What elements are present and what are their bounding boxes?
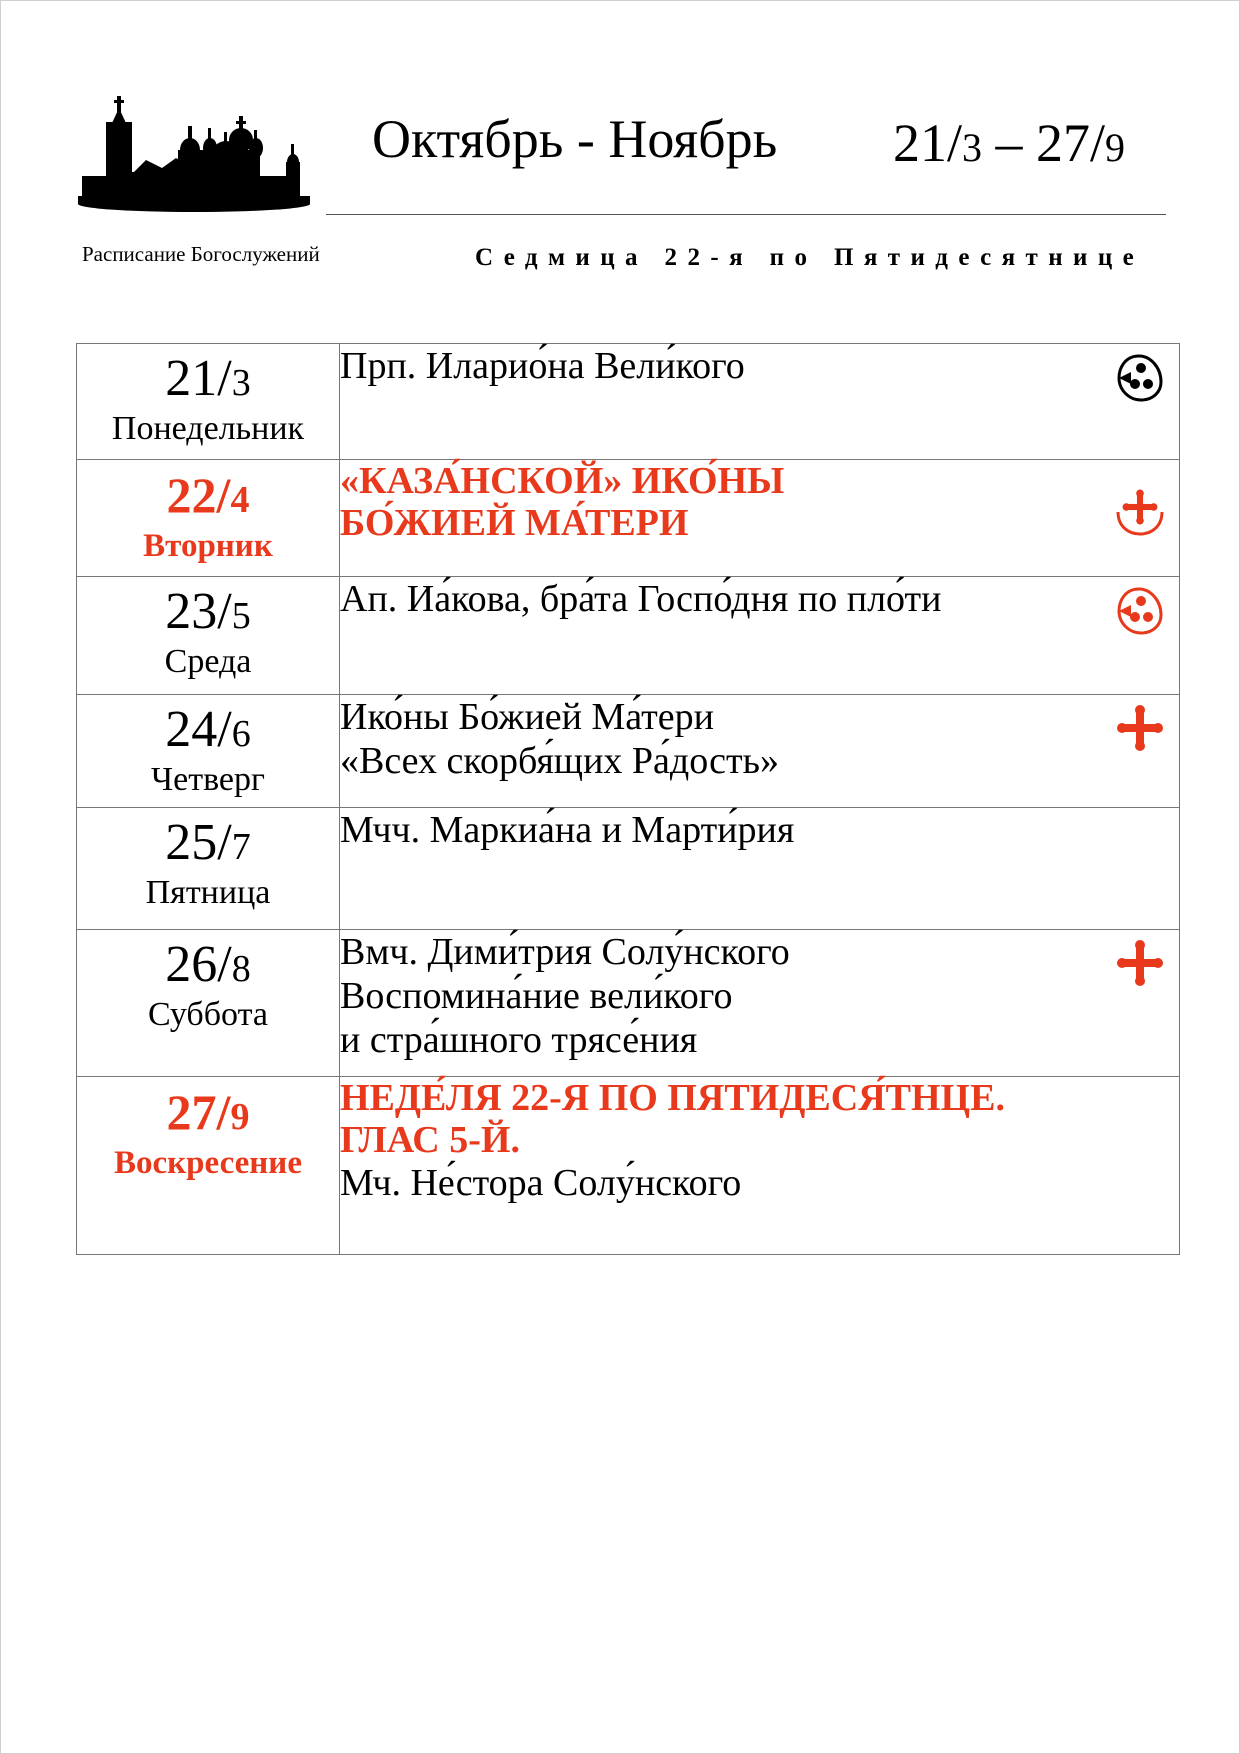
week-subtitle: Седмица 22-я по Пятидесятнице — [475, 244, 1145, 271]
vigil-cross-icon — [1115, 938, 1165, 990]
date-label — [77, 352, 339, 410]
date-label — [77, 585, 339, 643]
header-divider — [326, 214, 1166, 215]
date-day: 21/ — [165, 350, 232, 407]
commemoration-line: Мч. Не́стора Солу́нского — [340, 1162, 742, 1204]
commemoration-line: Ико́ны Бо́жией Ма́тери — [340, 696, 714, 738]
feast-cell — [340, 577, 1180, 695]
date-new-style: 7 — [231, 826, 251, 868]
day-cell — [77, 695, 340, 808]
weekday-label: Суббота — [148, 996, 268, 1033]
schedule-row — [77, 808, 1180, 930]
date-day: 27/ — [166, 1084, 231, 1140]
weekday-label: Воскресение — [114, 1145, 302, 1181]
schedule-row — [77, 1077, 1180, 1255]
commemoration-line: «Всех скорбя́щих Ра́дость» — [340, 740, 779, 782]
date-new-style: 9 — [230, 1096, 250, 1138]
day-cell — [77, 808, 340, 930]
date-day: 25/ — [165, 814, 232, 871]
date-new-style: 6 — [231, 713, 251, 755]
schedule-row — [77, 460, 1180, 577]
feast-title-line: БО́ЖИЕЙ МА́ТЕРИ — [340, 502, 689, 544]
commemoration-line: Прп. Иларио́на Вели́кого — [340, 345, 745, 387]
weekday-label: Вторник — [143, 528, 273, 564]
weekday-label: Понедельник — [111, 410, 305, 447]
day-cell — [77, 930, 340, 1077]
feast-title-line: НЕДЕ́ЛЯ 22-Я ПО ПЯТИДЕСЯ́ТНЦЕ. — [340, 1077, 1005, 1119]
page-title: Октябрь - Ноябрь — [372, 109, 778, 169]
day-cell — [77, 344, 340, 460]
feast-cell — [340, 344, 1180, 460]
schedule-row — [77, 344, 1180, 460]
commemoration-line: Ап. Иа́кова, бра́та Госпо́дня по пло́ти — [340, 578, 942, 620]
day-cell — [77, 1077, 340, 1255]
date-day: 26/ — [165, 936, 232, 993]
date-day: 24/ — [165, 701, 232, 758]
feast-cell — [340, 460, 1180, 577]
schedule-row — [77, 930, 1180, 1077]
date-new-style: 8 — [231, 948, 251, 990]
day-cell — [77, 460, 340, 577]
date-range: 21/3 – 27/9 — [893, 113, 1126, 173]
date-new-style: 4 — [230, 479, 250, 521]
feast-title-line: ГЛАС 5-Й. — [340, 1119, 520, 1161]
vigil-cross-semicircle-icon — [1115, 484, 1165, 536]
date-new-style: 3 — [231, 362, 251, 404]
feast-cell — [340, 1077, 1180, 1255]
date-new-style: 5 — [231, 595, 251, 637]
feast-cell — [340, 695, 1180, 808]
schedule-row — [77, 577, 1180, 695]
commemoration-line: Воспомина́ние вели́кого — [340, 975, 733, 1017]
church-silhouette-logo — [76, 92, 312, 214]
commemoration-line: Мчч. Маркиа́на и Марти́рия — [340, 809, 795, 851]
commemoration-line: и стра́шного трясе́ния — [340, 1019, 698, 1061]
date-label — [77, 938, 339, 996]
schedule-caption: Расписание Богослужений — [82, 242, 320, 266]
schedule-row — [77, 695, 1180, 808]
commemoration-line: Вмч. Дими́трия Солу́нского — [340, 931, 790, 973]
date-label — [77, 816, 339, 874]
weekday-label: Пятница — [145, 874, 271, 911]
feast-title-line: «КАЗА́НСКОЙ» ИКО́НЫ — [340, 460, 785, 502]
polyeleos-icon — [1115, 585, 1165, 637]
feast-cell — [340, 930, 1180, 1077]
date-day: 22/ — [166, 467, 231, 523]
feast-cell — [340, 808, 1180, 930]
services-schedule-table — [76, 343, 1180, 1255]
vigil-cross-icon — [1115, 703, 1165, 755]
date-label — [77, 468, 339, 527]
date-day: 23/ — [165, 583, 232, 640]
weekday-label: Среда — [164, 643, 252, 680]
weekday-label: Четверг — [151, 761, 265, 798]
date-label — [77, 1085, 339, 1144]
day-cell — [77, 577, 340, 695]
polyeleos-icon — [1115, 352, 1165, 404]
date-label — [77, 703, 339, 761]
